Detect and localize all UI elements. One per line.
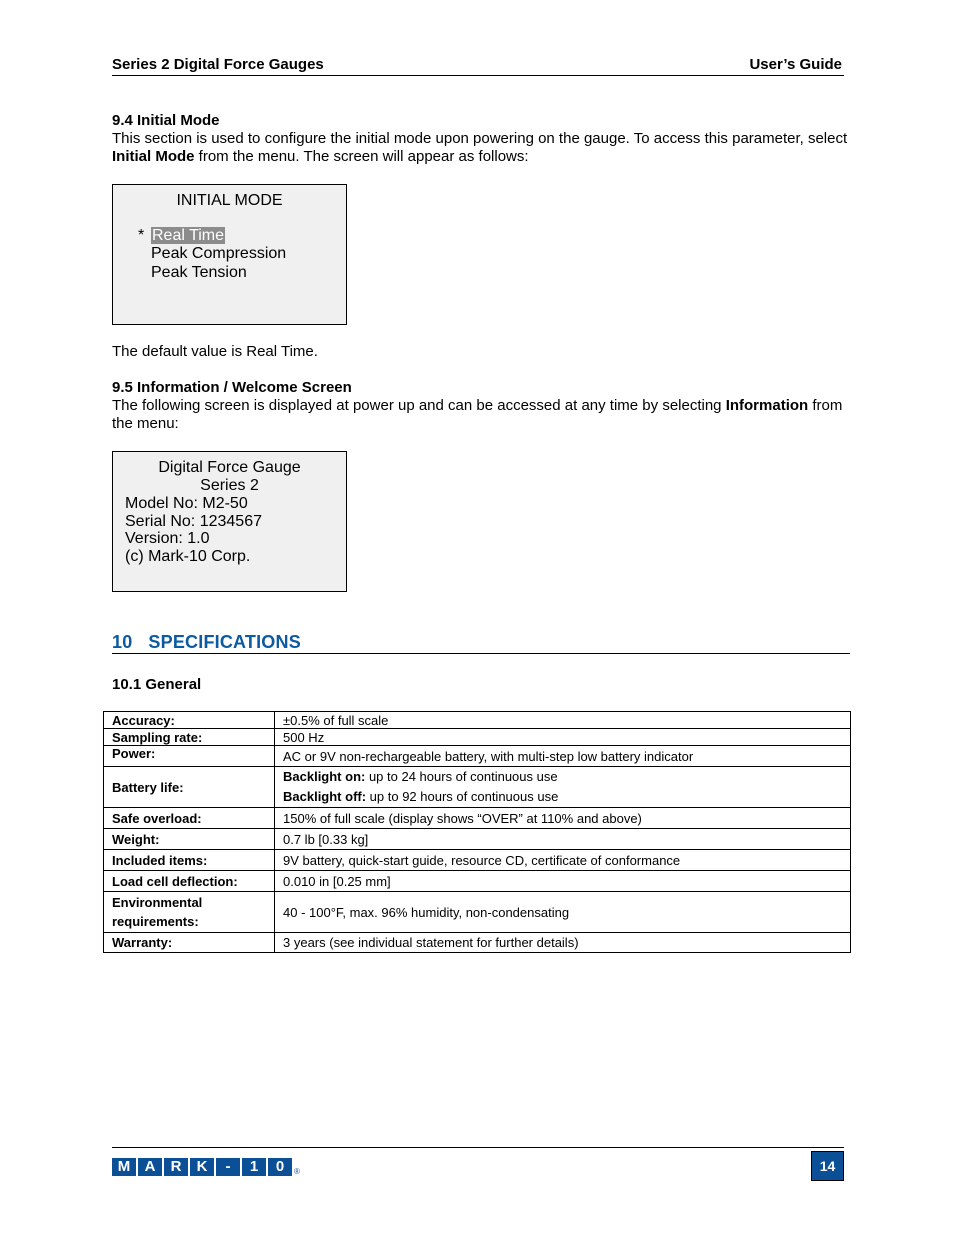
screen-line-series: Series 2 [200, 477, 259, 494]
spec-label: Accuracy: [104, 712, 275, 729]
spec-value: 0.7 lb [0.33 kg] [275, 829, 851, 850]
mark-10-logo [112, 1158, 300, 1176]
section-title: SPECIFICATIONS [148, 632, 301, 652]
label-line: Environmental [112, 895, 203, 910]
sub-label: Backlight on: [283, 769, 366, 784]
spec-label: Weight: [104, 829, 275, 850]
para-bold: Information [725, 397, 809, 414]
spec-value: 40 - 100°F, max. 96% humidity, non-condensating [275, 892, 851, 933]
para-text: The following screen is displayed at power up and can be accessed at any time by selecting [112, 397, 726, 414]
para-bold: Initial Mode [112, 148, 195, 165]
registered-mark: ® [294, 1167, 300, 1176]
logo-letter: R [164, 1158, 188, 1176]
section-9-5-heading: 9.5 Information / Welcome Screen [112, 379, 352, 396]
selection-marker: * [138, 227, 145, 244]
sub-text: up to 92 hours of continuous use [366, 789, 559, 804]
menu-item-peak-compression: Peak Compression [151, 245, 287, 262]
footer-divider [112, 1147, 844, 1148]
spec-label: Safe overload: [104, 808, 275, 829]
battery-life-line [283, 767, 842, 787]
screen-line-product: Digital Force Gauge [158, 459, 301, 476]
screen-line-copyright: (c) Mark-10 Corp. [125, 548, 251, 565]
screen-line-model: Model No: M2-50 [125, 495, 248, 512]
para-text: from the menu: [112, 397, 843, 432]
table-row [104, 850, 851, 871]
table-row [104, 892, 851, 933]
spec-label: Battery life: [104, 767, 275, 808]
menu-item-peak-tension: Peak Tension [151, 264, 247, 281]
sub-text: up to 24 hours of continuous use [365, 769, 558, 784]
menu-item-real-time [151, 227, 225, 245]
para-text: This section is used to configure the initial mode upon powering on the gauge. To access this parameter, select [112, 130, 848, 147]
header-guide: User’s Guide [749, 56, 842, 73]
sub-label: Backlight off: [283, 789, 367, 804]
section-10-heading [112, 632, 301, 653]
spec-value: AC or 9V non-rechargeable battery, with multi-step low battery indicator [275, 746, 851, 767]
spec-label: Warranty: [104, 933, 275, 953]
table-row [104, 829, 851, 850]
section-9-4-heading: 9.4 Initial Mode [112, 112, 220, 129]
logo-letter: K [190, 1158, 214, 1176]
section-9-4-paragraph [112, 130, 852, 166]
logo-letter: M [112, 1158, 136, 1176]
logo-letter: 1 [242, 1158, 266, 1176]
spec-value: ±0.5% of full scale [275, 712, 851, 729]
information-screen [112, 451, 347, 592]
spec-value: 150% of full scale (display shows “OVER” at 110% and above) [275, 808, 851, 829]
table-row [104, 933, 851, 953]
spec-value: 0.010 in [0.25 mm] [275, 871, 851, 892]
screen-line-version: Version: 1.0 [125, 530, 210, 547]
spec-label: Included items: [104, 850, 275, 871]
specifications-table [103, 711, 851, 953]
section-9-5-paragraph [112, 397, 852, 433]
para-text: from the menu. The screen will appear as follows: [194, 148, 529, 165]
logo-letter: - [216, 1158, 240, 1176]
logo-letter: 0 [268, 1158, 292, 1176]
section-10-divider [112, 653, 850, 654]
spec-label: Load cell deflection: [104, 871, 275, 892]
default-value-text: The default value is Real Time. [112, 343, 318, 360]
page-number: 14 [811, 1151, 844, 1181]
spec-value: 500 Hz [275, 729, 851, 746]
battery-life-line [283, 787, 842, 807]
spec-label [104, 892, 275, 933]
table-row [104, 767, 851, 808]
menu-item-label: Real Time [152, 227, 225, 244]
section-number: 10 [112, 632, 133, 652]
initial-mode-screen [112, 184, 347, 325]
screen-line-serial: Serial No: 1234567 [125, 513, 262, 530]
section-10-1-heading: 10.1 General [112, 676, 202, 693]
header-divider [112, 75, 844, 76]
spec-value: 3 years (see individual statement for further details) [275, 933, 851, 953]
table-row [104, 729, 851, 746]
label-line: requirements: [112, 914, 199, 929]
table-row [104, 746, 851, 767]
spec-label: Power: [104, 746, 275, 767]
spec-label: Sampling rate: [104, 729, 275, 746]
header-title: Series 2 Digital Force Gauges [112, 56, 324, 73]
table-row [104, 871, 851, 892]
spec-value: 9V battery, quick-start guide, resource CD, certificate of conformance [275, 850, 851, 871]
screen-title: INITIAL MODE [176, 192, 283, 209]
spec-value [275, 767, 851, 808]
table-row [104, 712, 851, 729]
table-row [104, 808, 851, 829]
logo-letter: A [138, 1158, 162, 1176]
